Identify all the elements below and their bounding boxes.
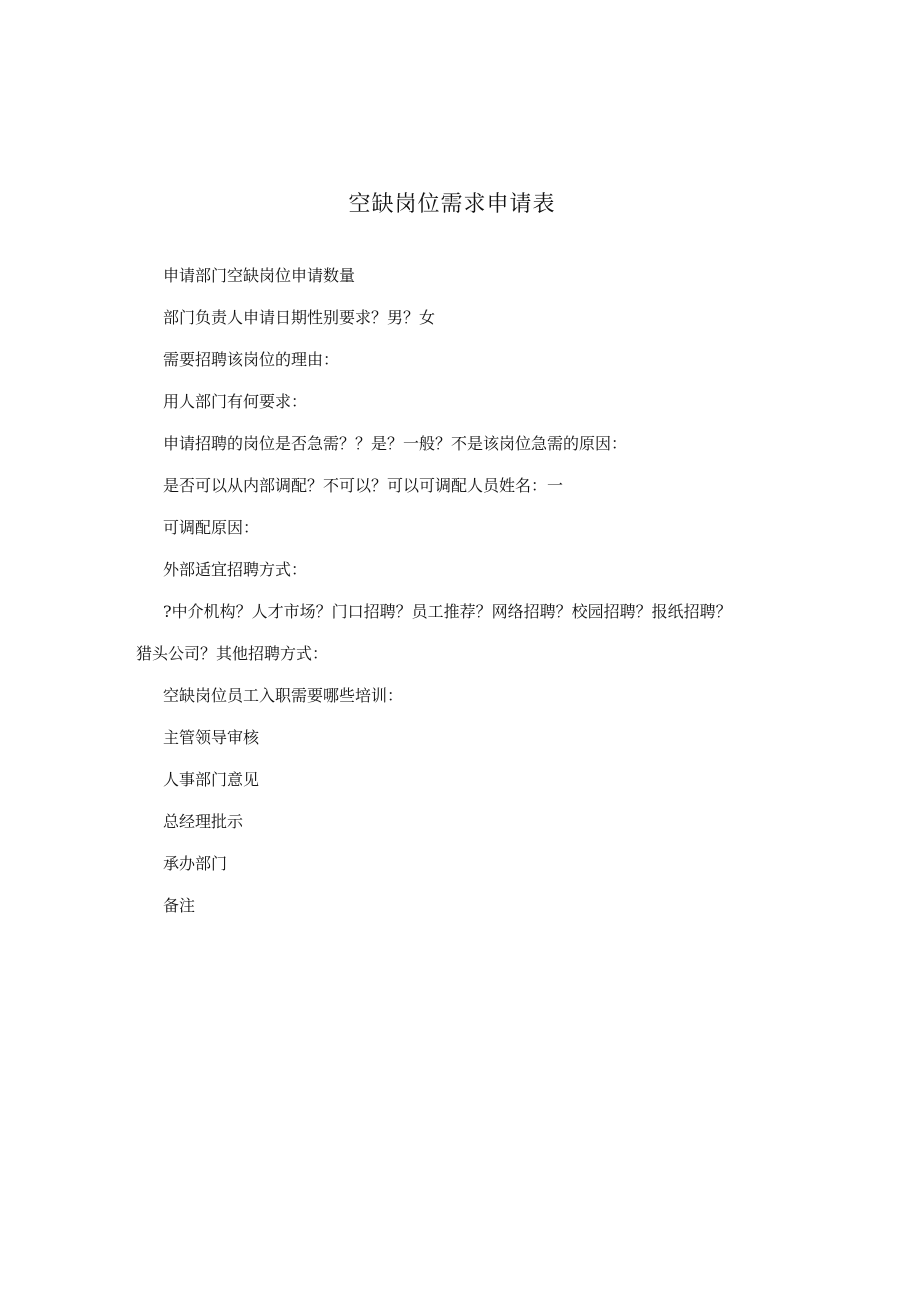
field-internal-transfer: 是否可以从内部调配？不可以？可以可调配人员姓名：一 <box>163 476 564 495</box>
field-remarks: 备注 <box>163 896 196 915</box>
field-manager-date-gender: 部门负责人申请日期性别要求？男？女 <box>163 308 436 327</box>
field-transfer-reason: 可调配原因： <box>163 518 260 537</box>
field-recruit-method-options: ?中介机构？人才市场？门口招聘？员工推荐？网络招聘？校园招聘？报纸招聘？猎头公司？其他招聘方式： <box>136 602 732 663</box>
field-external-methods-label: 外部适宜招聘方式： <box>163 560 308 579</box>
field-gm-approval: 总经理批示 <box>163 812 244 831</box>
field-department-vacancy: 申请部门空缺岗位申请数量 <box>163 266 356 285</box>
field-recruit-reason: 需要招聘该岗位的理由： <box>163 350 340 369</box>
field-department-requirements: 用人部门有何要求： <box>163 392 308 411</box>
field-handling-department: 承办部门 <box>163 854 228 873</box>
field-hr-opinion: 人事部门意见 <box>163 770 260 789</box>
field-training-needs: 空缺岗位员工入职需要哪些培训： <box>163 686 404 705</box>
field-urgency: 申请招聘的岗位是否急需？？是？一般？不是该岗位急需的原因： <box>163 434 628 453</box>
field-supervisor-review: 主管领导审核 <box>163 728 260 747</box>
form-title: 空缺岗位需求申请表 <box>348 192 556 217</box>
form-body <box>136 255 736 927</box>
